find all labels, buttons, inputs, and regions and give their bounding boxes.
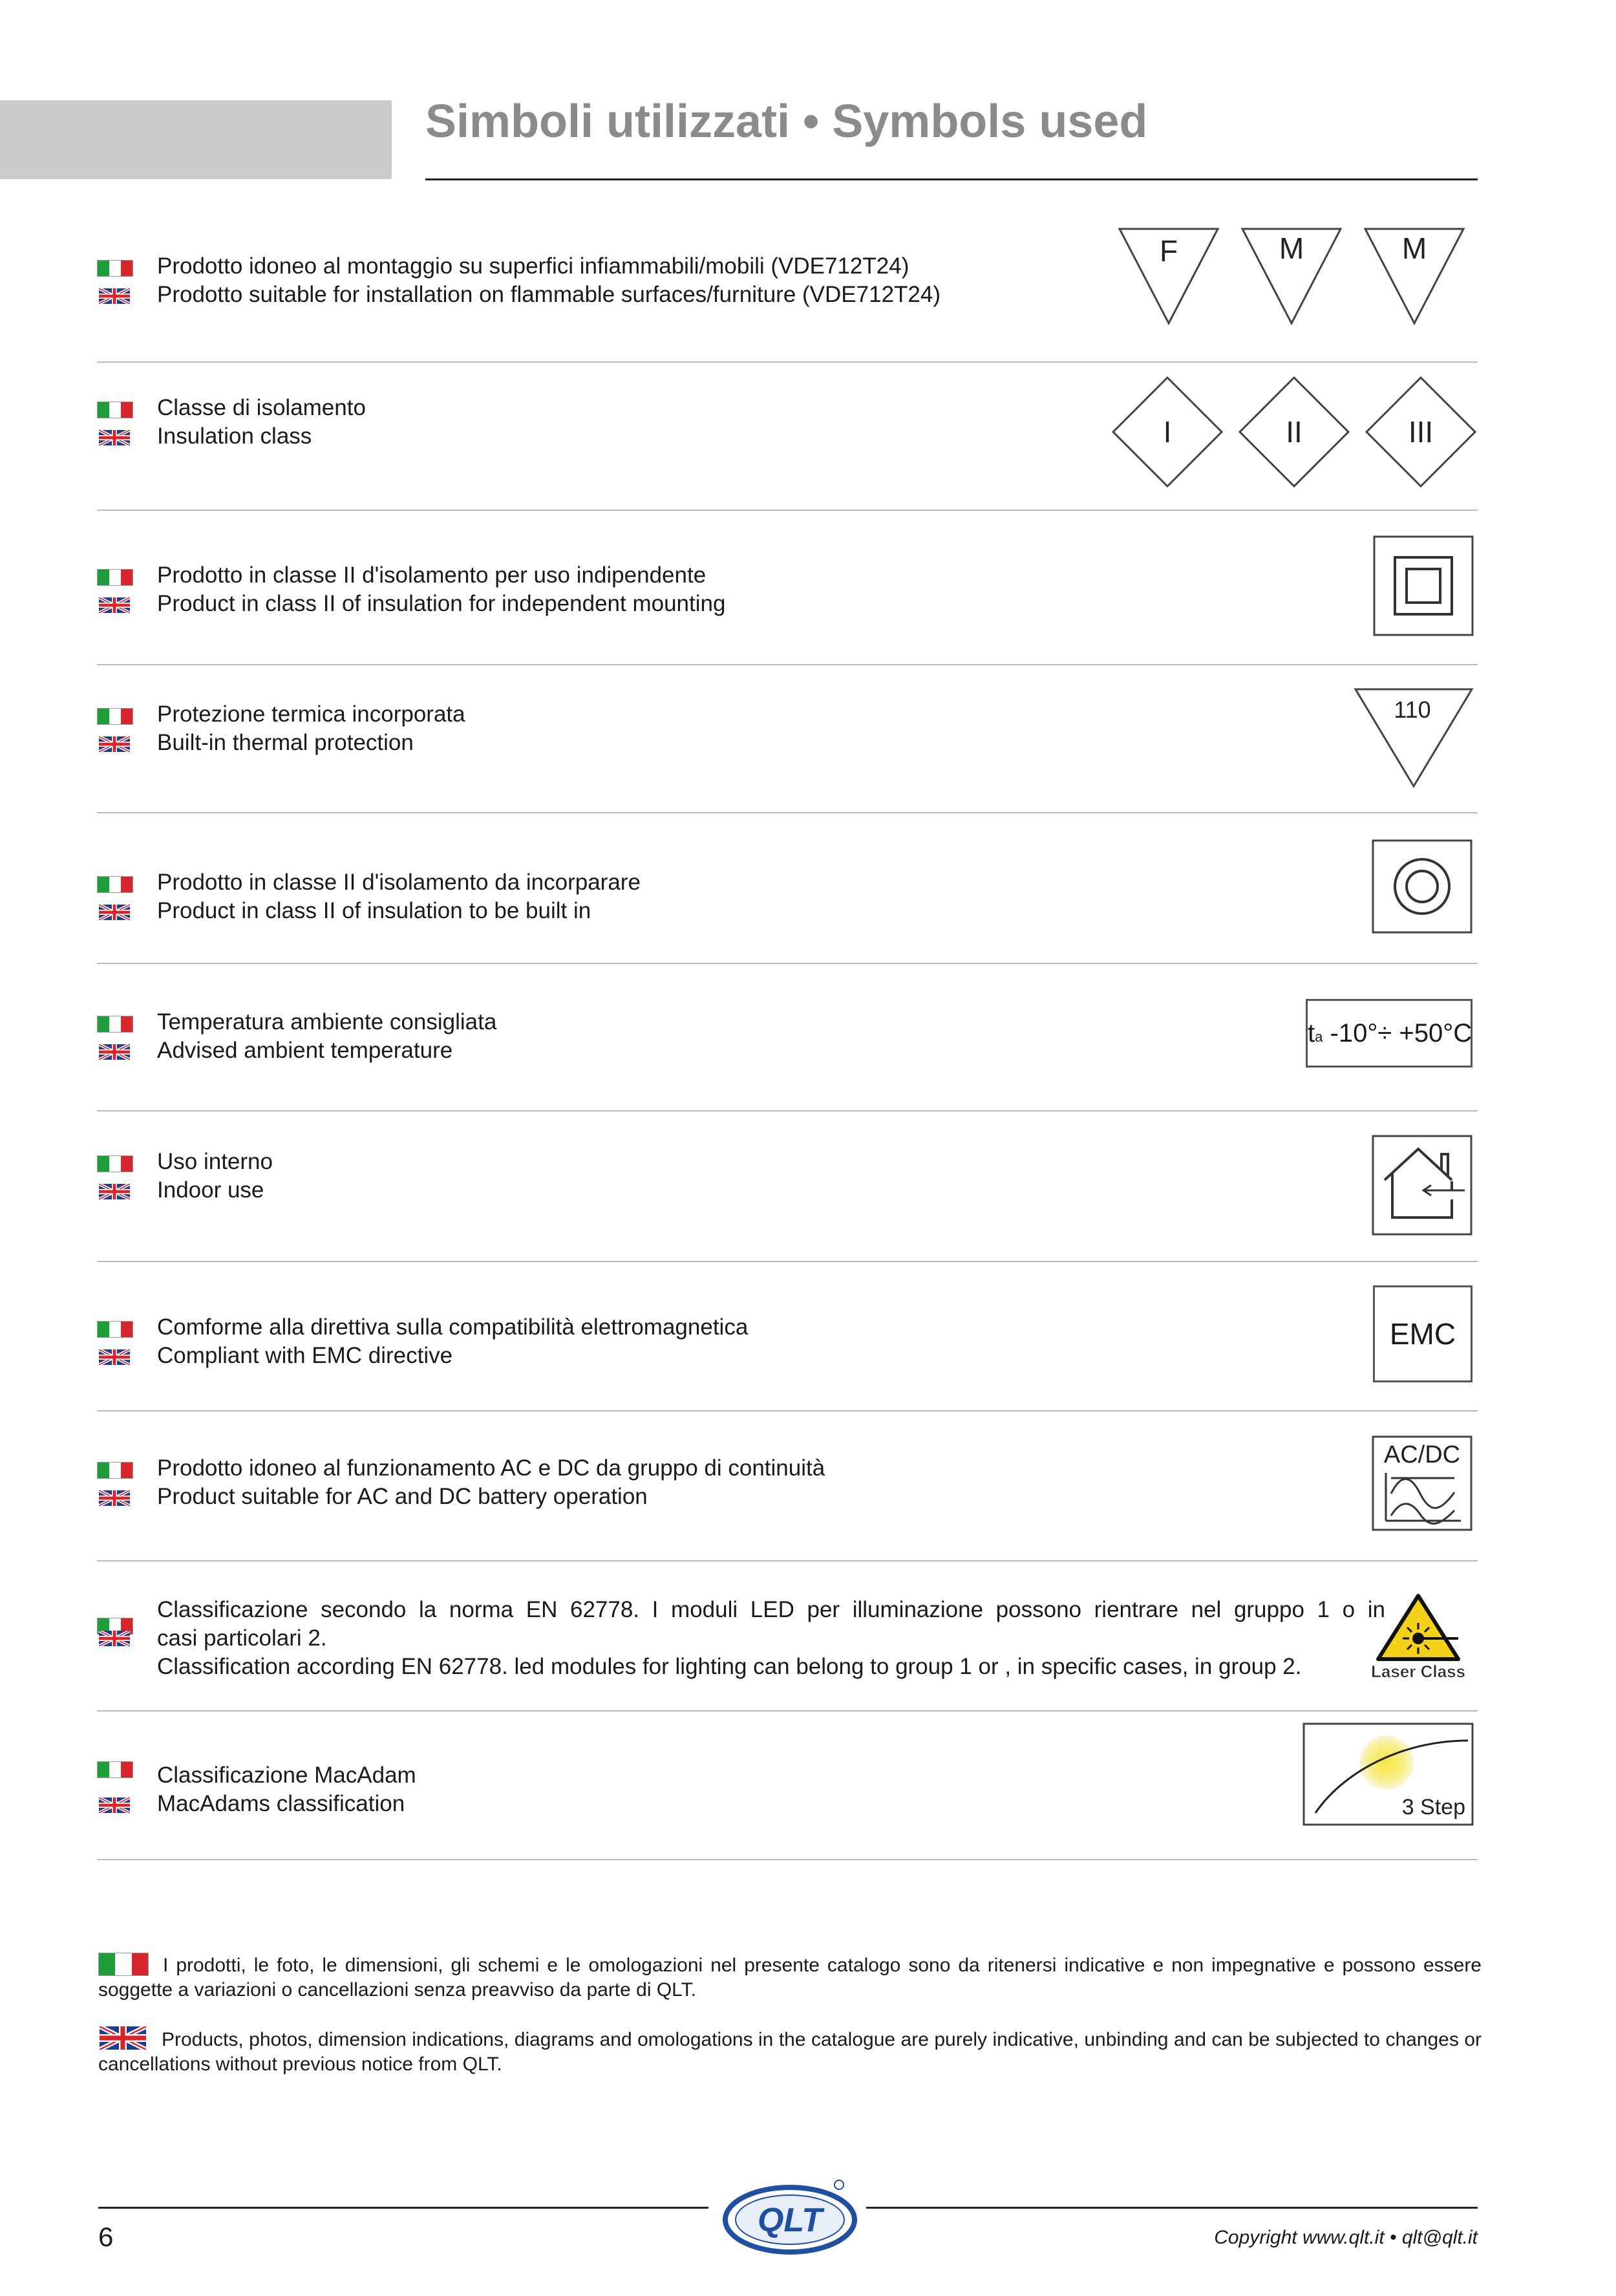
row-divider [97,1110,1478,1111]
row-divider [97,963,1478,964]
svg-text:II: II [1286,415,1302,449]
row-text-it: Temperatura ambiente consigliata [157,1009,497,1035]
header-bar [0,100,392,179]
acdc-icon [1372,1435,1472,1531]
double-circle-icon [1372,839,1472,934]
row-text-it: Prodotto idoneo al montaggio su superfici infiammabili/mobili (VDE712T24) [157,253,909,279]
row-text-en: MacAdams classification [157,1791,405,1816]
svg-text:Laser Class: Laser Class [1371,1662,1465,1681]
row-text-it: Comforme alla direttiva sulla compatibilità elettromagnetica [157,1314,749,1340]
row-text-en: Product in class II of insulation for independent mounting [157,591,726,616]
row-text-en: Prodotto suitable for installation on flammable surfaces/furniture (VDE712T24) [157,282,941,307]
row-text-en: Product in class II of insulation to be built in [157,898,591,923]
italian-flag-icon [97,708,133,725]
ambient-temperature-box: ta -10°÷ +50°C [1306,999,1472,1068]
page-title: Simboli utilizzati • Symbols used [425,96,1148,147]
svg-text:I: I [1163,415,1172,449]
triangle-label-m1: M [1279,231,1304,265]
flammable-triangles-icon [1117,226,1479,330]
italian-flag-icon [97,1016,133,1033]
house-icon [1372,1135,1472,1236]
uk-flag-icon [97,1184,132,1199]
uk-flag-icon [97,288,132,304]
row-text-en: Classification according EN 62778. led modules for lighting can belong to group 1 or , in specific cases, in group 2. [157,1654,1302,1679]
italian-flag-icon [97,876,133,893]
uk-flag-icon [97,736,132,752]
italian-flag-icon [97,1761,133,1778]
row-divider [97,812,1478,813]
footer-rule-left [98,2207,708,2209]
row-text-en: Advised ambient temperature [157,1038,453,1063]
thermal-triangle-icon [1353,687,1476,790]
triangle-label-f: F [1159,234,1178,268]
qlt-logo [719,2176,861,2263]
uk-flag-icon [97,1044,132,1060]
row-text-it: Classe di isolamento [157,395,366,420]
uk-flag-icon [97,430,132,445]
footer-rule-right [866,2207,1478,2209]
insulation-diamonds-icon [1111,375,1485,488]
uk-flag-icon [97,1631,132,1646]
svg-text:QLT: QLT [757,2202,823,2239]
uk-flag-icon [97,1490,132,1506]
row-text-it: Classificazione MacAdam [157,1763,416,1788]
title-rule [425,178,1478,180]
row-divider [97,1859,1478,1860]
emc-box: EMC [1373,1285,1472,1382]
double-square-icon [1373,535,1474,636]
svg-text:3 Step: 3 Step [1401,1795,1465,1819]
svg-text:AC/DC: AC/DC [1383,1441,1461,1468]
italian-flag-icon [97,569,133,586]
thermal-label: 110 [1394,696,1431,723]
italian-flag-icon [98,1953,149,1976]
row-text-en: Indoor use [157,1177,264,1203]
row-text-en: Compliant with EMC directive [157,1343,453,1368]
row-divider [97,1410,1478,1411]
uk-flag-icon [98,2026,147,2050]
uk-flag-icon [97,905,132,920]
row-text-it: Prodotto in classe II d'isolamento per uso indipendente [157,563,707,588]
italian-flag-icon [97,260,133,277]
row-text-it: Uso interno [157,1149,273,1174]
italian-flag-icon [97,402,133,418]
page-number: 6 [98,2222,114,2252]
macadam-box [1302,1722,1474,1826]
italian-flag-icon [97,1321,133,1338]
row-text-en: Product suitable for AC and DC battery operation [157,1484,648,1509]
row-text-en: Insulation class [157,424,312,449]
triangle-label-m2: M [1401,231,1427,265]
row-text-it: Prodotto idoneo al funzionamento AC e DC da gruppo di continuità [157,1455,825,1481]
copyright: Copyright www.qlt.it • qlt@qlt.it [1214,2227,1478,2248]
row-text-it-line1: Classificazione secondo la norma EN 62778. I moduli LED per illuminazione possono rientrare nel gruppo 1 o in [157,1597,1385,1622]
row-divider [97,664,1478,665]
uk-flag-icon [97,597,132,613]
row-divider [97,1710,1478,1711]
row-text-en: Built-in thermal protection [157,730,414,755]
uk-flag-icon [97,1797,132,1813]
laser-class-icon [1364,1592,1477,1681]
italian-flag-icon [97,1462,133,1479]
row-text-it: Prodotto in classe II d'isolamento da incorparare [157,870,641,895]
row-divider [97,1560,1478,1561]
row-divider [97,510,1478,511]
svg-text:III: III [1408,415,1434,449]
row-text-it-line2: casi particolari 2. [157,1625,327,1651]
footnote-it: I prodotti, le foto, le dimensioni, gli schemi e le omologazioni nel presente catalogo sono da ritenersi indicative e non impegnative e possono essere soggette a variazioni o cancellazioni senza preavviso da parte di QLT. [98,1953,1482,2002]
row-divider [97,361,1478,363]
footnote-en: Products, photos, dimension indications, diagrams and omologations in the catalogue are purely indicative, unbinding and can be subjected to changes or cancellations without previous notice from QLT. [98,2026,1482,2077]
row-divider [97,1261,1478,1262]
row-text-it: Protezione termica incorporata [157,702,465,727]
uk-flag-icon [97,1349,132,1365]
italian-flag-icon [97,1155,133,1172]
